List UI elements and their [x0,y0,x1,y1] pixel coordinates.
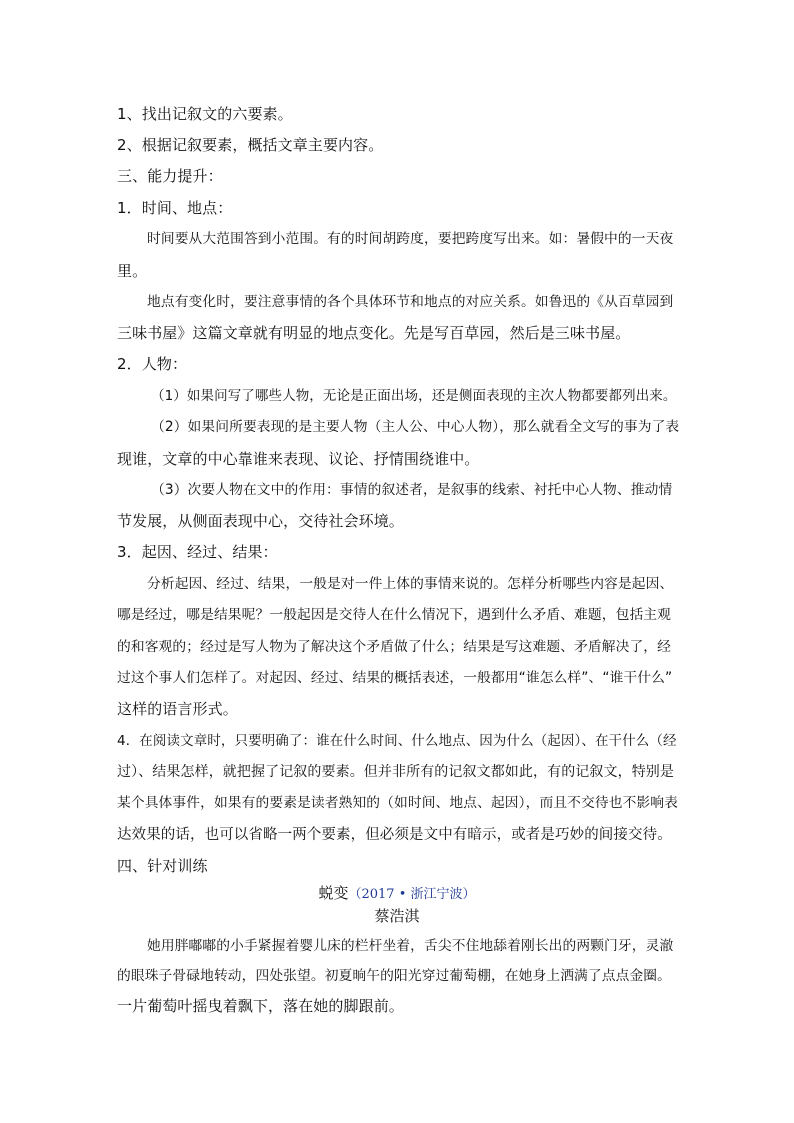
story-title-line [117,883,677,905]
text-line: 分析起因、经过、结果，一般是对一件上体的事情来说的。怎样分析哪些内容是起因、 [147,576,674,592]
text-line: 过这个事人们怎样了。对起因、经过、结果的概括表述，一般都用“谁怎么样”、“谁干什么” [117,670,673,686]
text-line: 时间要从大范围答到小范围。有的时间胡跨度，要把跨度写出来。如：暑假中的一天夜 [147,231,674,247]
text-line: 2、根据记叙要素，概括文章主要内容。 [117,136,384,154]
text-line: 这样的语言形式。 [117,700,238,718]
text-line: 达效果的话，也可以省略一两个要素，但必须是文中有暗示，或者是巧妙的间接交待。 [117,827,672,843]
text-line: 某个具体事件，如果有的要素是读者熟知的（如时间、地点、起因），而且不交待也不影响表 [117,795,678,811]
text-line: 过）、结果怎样，就把握了记叙的要素。但并非所有的记叙文都如此，有的记叙文，特别是 [117,764,674,780]
story-source: （2017 • 浙江宁波） [348,887,476,902]
subsection-heading: 3．起因、经过、结果： [117,543,278,561]
story-text-line: 的眼珠子骨碌地转动，四处张望。初夏晌午的阳光穿过葡萄棚，在她身上洒满了点点金圈。 [117,968,672,984]
section-heading: 四、针对训练 [117,857,208,875]
text-line: 哪是经过，哪是结果呢？一般起因是交待人在什么情况下，遇到什么矛盾、难题，包括主观 [117,607,672,623]
text-line: （2）如果问所要表现的是主要人物（主人公、中心人物），那么就看全文写的事为了表 [151,419,680,435]
text-line: 现谁，文章的中心靠谁来表现、议论、抒情围绕谁中。 [117,450,480,468]
story-text-line: 一片葡萄叶摇曳着飘下，落在她的脚跟前。 [117,997,404,1015]
text-line: 4．在阅读文章时，只要明确了：谁在什么时间、什么地点、因为什么（起因）、在干什么（经 [117,733,677,749]
text-line: 三味书屋》这篇文章就有明显的地点变化。先是写百草园，然后是三味书屋。 [117,324,631,342]
text-line: 的和客观的；经过是写人物为了解决这个矛盾做了什么；结果是写这难题、矛盾解决了，经 [117,639,672,655]
story-text-line: 她用胖嘟嘟的小手紧握着婴儿床的栏杆坐着，舌尖不住地舔着刚长出的两颗门牙，灵澈 [147,938,674,954]
subsection-heading: 1．时间、地点： [117,199,233,217]
text-line: 里。 [117,262,148,280]
text-line: 节发展，从侧面表现中心，交待社会环境。 [117,512,404,530]
subsection-heading: 2．人物： [117,355,188,373]
text-line: 1、找出记叙文的六要素。 [117,105,293,123]
story-title: 蜕变 [318,884,349,902]
text-line: （1）如果问写了哪些人物，无论是正面出场，还是侧面表现的主次人物都要都列出来。 [151,388,677,404]
section-heading: 三、能力提升： [117,167,223,185]
text-line: （3）次要人物在文中的作用：事情的叙述者，是叙事的线索、衬托中心人物、推动情 [151,482,673,498]
story-author: 蔡浩淇 [374,907,420,925]
text-line: 地点有变化时，要注意事情的各个具体环节和地点的对应关系。如鲁迅的《从百草园到 [147,294,674,310]
